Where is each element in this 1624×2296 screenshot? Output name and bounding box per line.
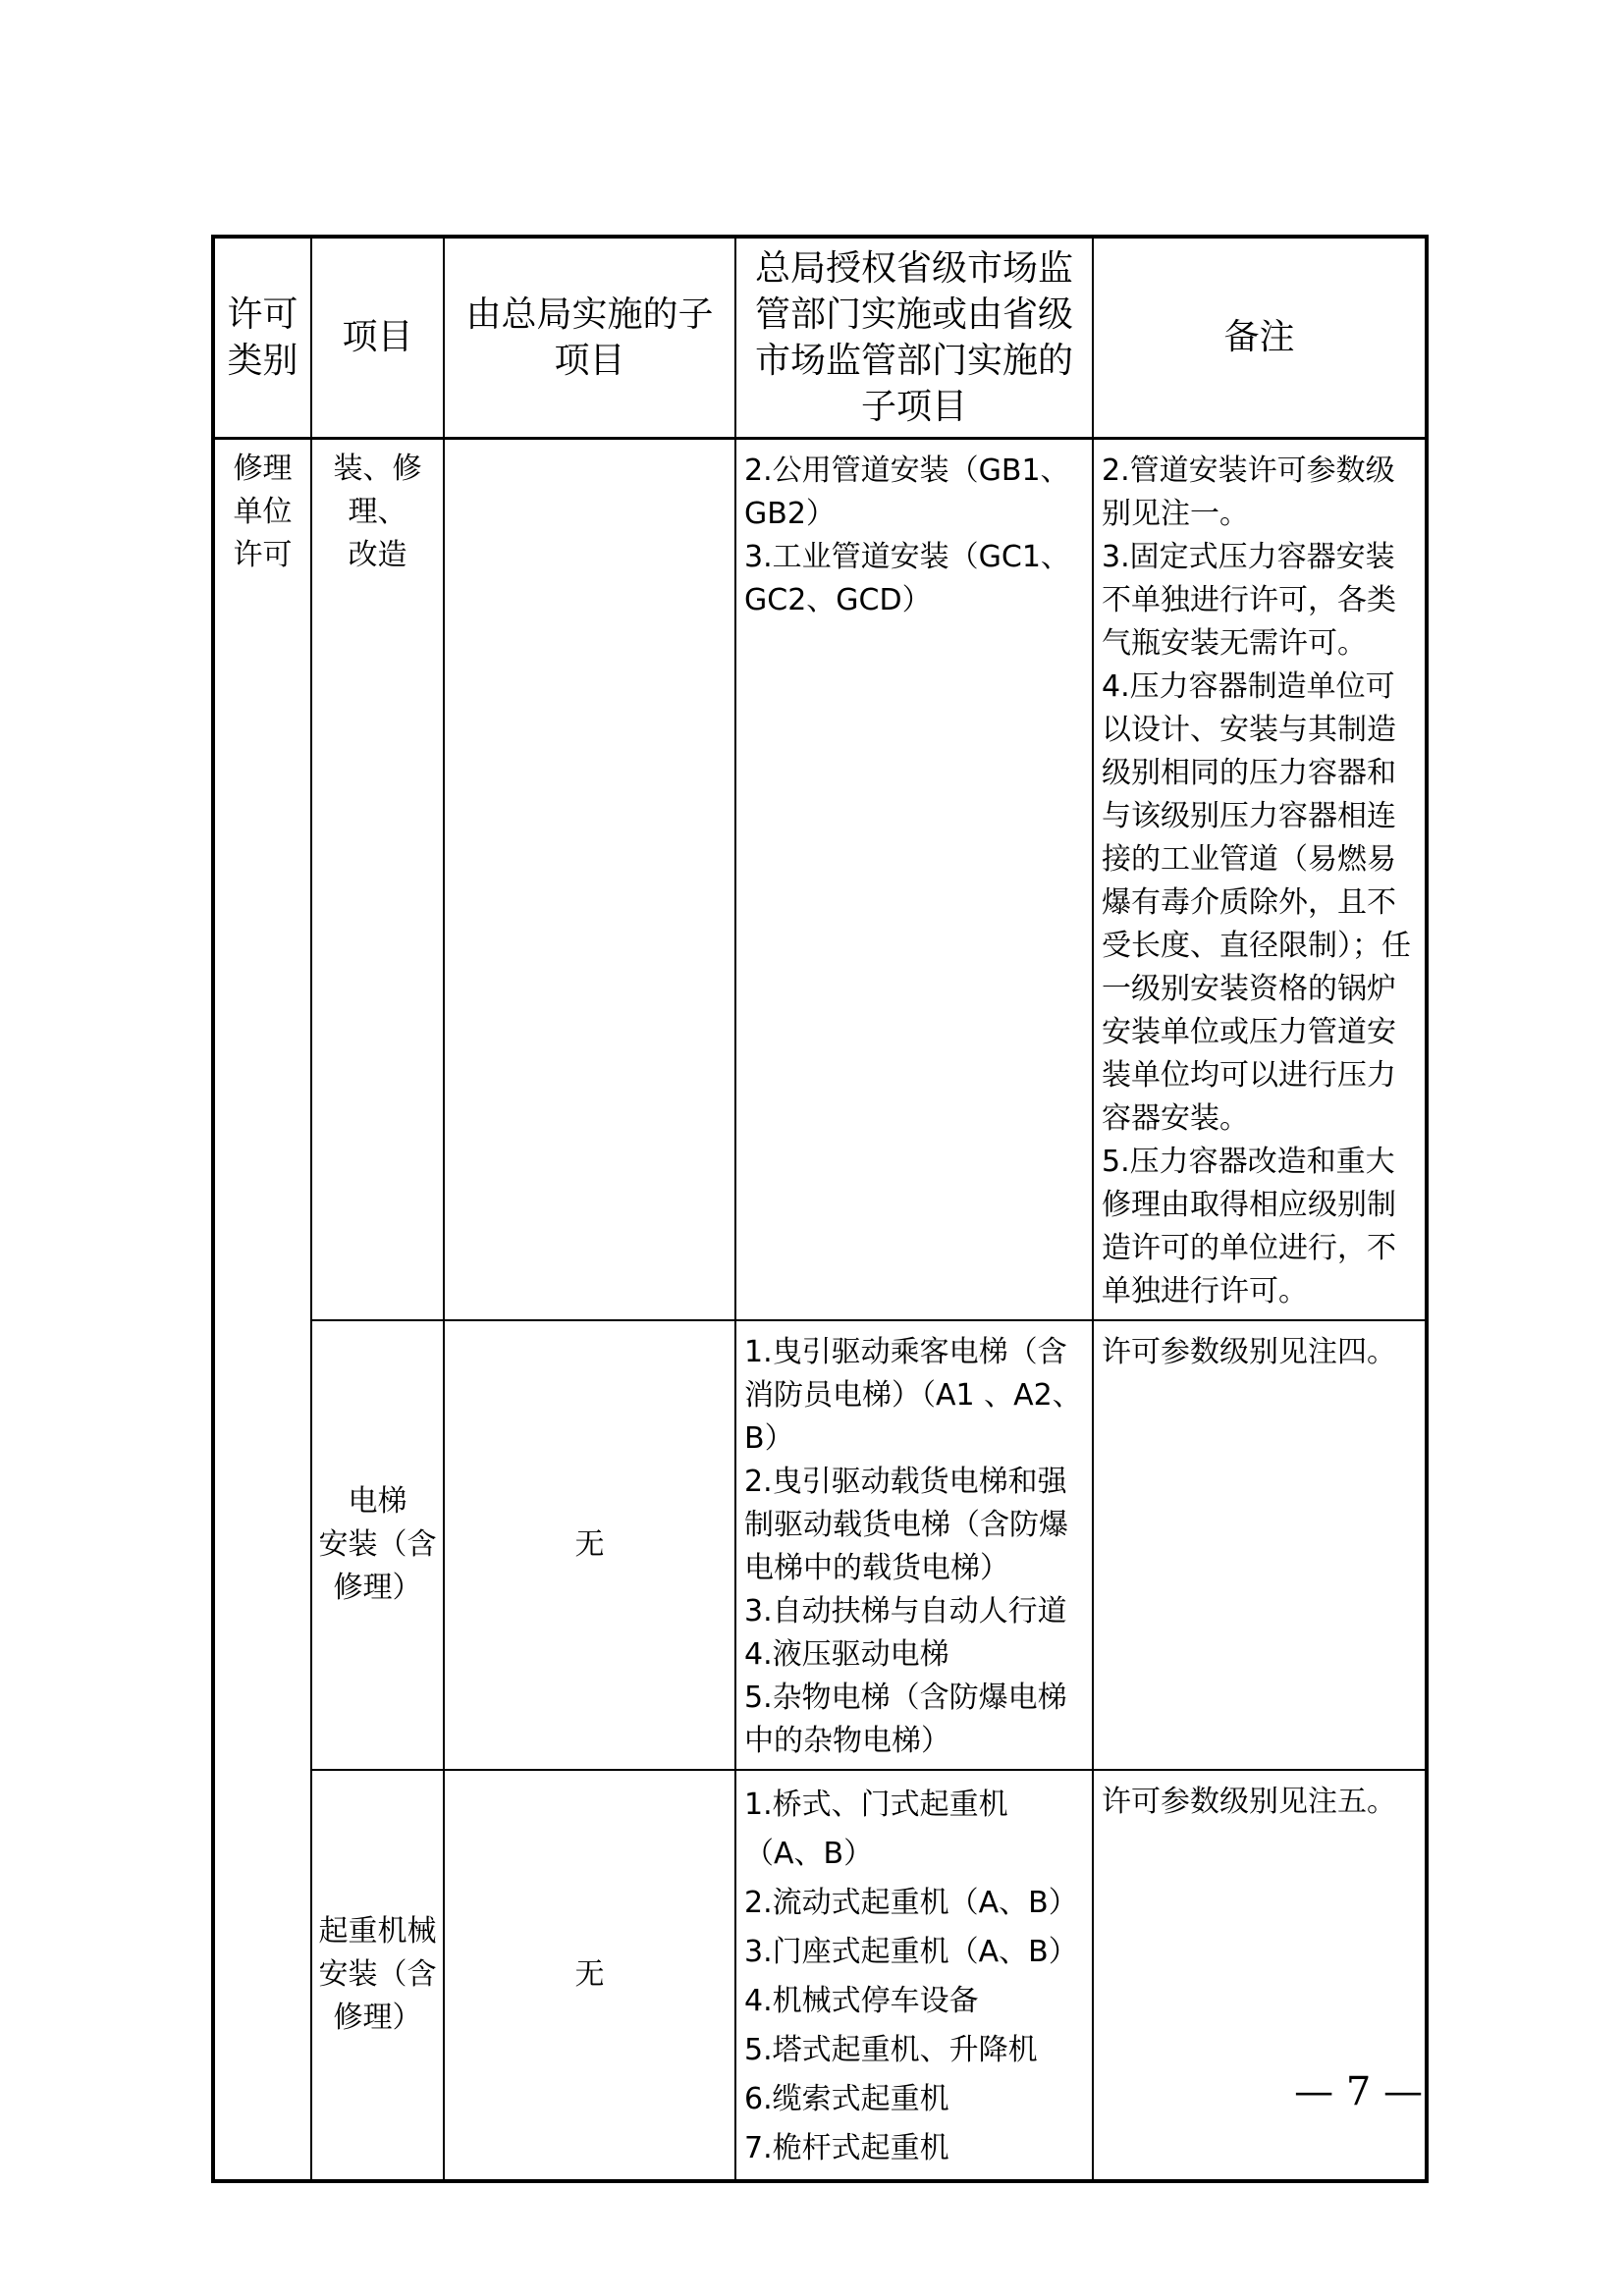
central-cell: [444, 438, 735, 1320]
item-cell: [311, 438, 444, 1320]
subitem: 4.液压驱动电梯: [744, 1636, 949, 1672]
item-line: 修理）: [333, 2000, 422, 2035]
page-number: — 7 —: [1294, 2069, 1423, 2114]
item-line: 改造: [348, 537, 407, 572]
subitem: 1.曳引驱动乘客电梯（含消防员电梯）（A1 、A2、B）: [744, 1334, 1082, 1456]
subitem: 3.工业管道安装（GC1、GC2、GCD）: [744, 539, 1070, 617]
remarks-cell: [1093, 1770, 1427, 2181]
table-row: [213, 1770, 1427, 2181]
table-row: [213, 438, 1427, 1320]
remarks-cell: [1093, 1320, 1427, 1770]
subitems-cell: [735, 438, 1093, 1320]
subitems-cell: [735, 1770, 1093, 2181]
item-line: 安装（含: [318, 1956, 437, 1992]
remark: 许可参数级别见注四。: [1102, 1334, 1396, 1369]
header-provincial-subitems: 总局授权省级市场监管部门实施或由省级市场监管部门实施的子项目: [735, 237, 1093, 438]
remark: 5.压力容器改造和重大修理由取得相应级别制造许可的单位进行，不单独进行许可。: [1102, 1144, 1396, 1308]
subitem: 7.桅杆式起重机: [744, 2130, 949, 2165]
category-line: 许可: [233, 537, 293, 572]
central-cell: 无: [444, 1320, 735, 1770]
category-cell: [213, 438, 311, 2181]
subitem: 2.曳引驱动载货电梯和强制驱动载货电梯（含防爆电梯中的载货电梯）: [744, 1464, 1068, 1585]
item-line: 安装（含: [318, 1526, 437, 1562]
header-central-subitems: 由总局实施的子项目: [444, 237, 735, 438]
header-item: 项目: [311, 237, 444, 438]
item-cell: [311, 1320, 444, 1770]
subitem: 6.缆索式起重机: [744, 2081, 949, 2116]
header-remarks: 备注: [1093, 237, 1427, 438]
category-line: 修理: [233, 451, 293, 486]
remark: 2.管道安装许可参数级别见注一。: [1102, 453, 1395, 531]
subitem: 1.桥式、门式起重机（A、B）: [744, 1787, 1008, 1871]
subitem: 2.流动式起重机（A、B）: [744, 1885, 1078, 1920]
item-line: 装、修理、: [333, 451, 422, 529]
subitem: 3.自动扶梯与自动人行道: [744, 1593, 1067, 1629]
remark: 3.固定式压力容器安装不单独进行许可，各类气瓶安装无需许可。: [1102, 539, 1396, 661]
item-line: 修理）: [333, 1570, 422, 1605]
subitem: 5.杂物电梯（含防爆电梯中的杂物电梯）: [744, 1680, 1067, 1758]
central-cell: 无: [444, 1770, 735, 2181]
remark: 4.压力容器制造单位可以设计、安装与其制造级别相同的压力容器和与该级别压力容器相连接的工业管道（易燃易爆有毒介质除外，且不受长度、直径限制）；任一级别安装资格的锅炉安装单位或压力管道安装单位均可以进行压力容器安装。: [1102, 668, 1411, 1136]
permit-table: [211, 235, 1429, 2183]
header-row: [213, 237, 1427, 438]
subitem: 2.公用管道安装（GB1、GB2）: [744, 453, 1070, 531]
category-line: 单位: [233, 494, 293, 529]
subitem: 3.门座式起重机（A、B）: [744, 1934, 1078, 1969]
subitem: 4.机械式停车设备: [744, 1983, 979, 2018]
remark: 许可参数级别见注五。: [1102, 1784, 1396, 1819]
subitems-cell: [735, 1320, 1093, 1770]
item-line: 电梯: [348, 1483, 407, 1519]
table-row: [213, 1320, 1427, 1770]
remarks-cell: [1093, 438, 1427, 1320]
subitem: 5.塔式起重机、升降机: [744, 2032, 1038, 2067]
item-line: 起重机械: [318, 1913, 437, 1949]
header-category: 许可类别: [213, 237, 311, 438]
item-cell: [311, 1770, 444, 2181]
